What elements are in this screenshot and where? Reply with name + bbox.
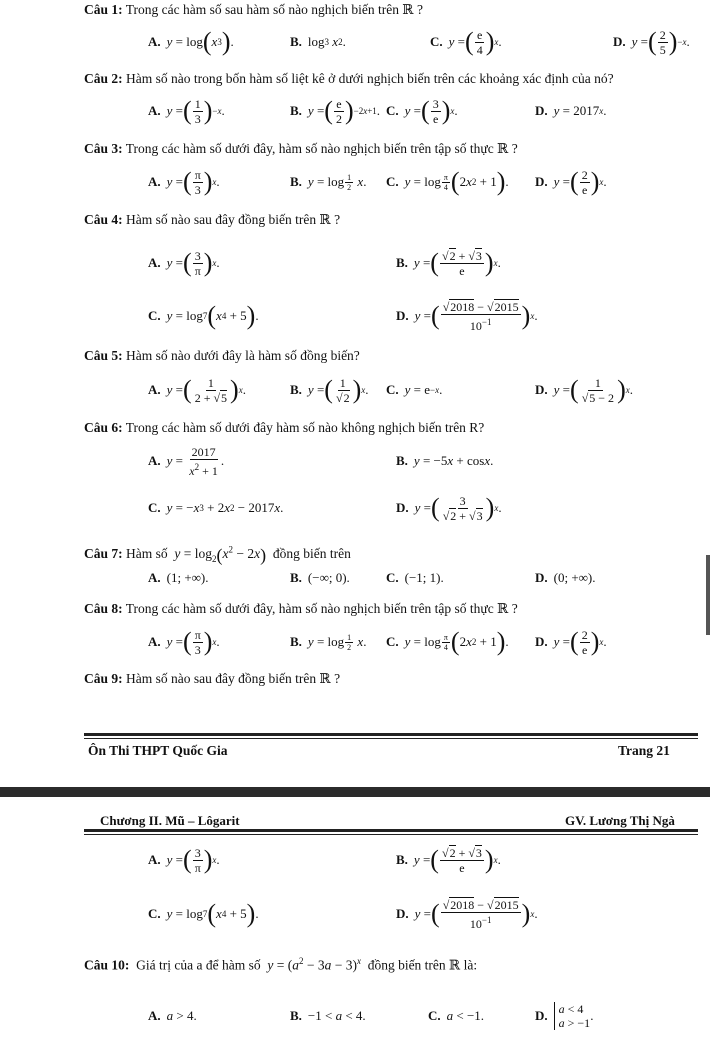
options-q6-row2: C. y = − x 3 + 2 x 2 − 2017 x . D. y = ( $\frac{3}{√2 + √3}$ ) x . (148, 493, 502, 523)
options-q10: A. a > 4. B. −1 < a < 4. C. a < −1. D. a < 4 a > −1 . (148, 1002, 594, 1030)
options-q1 (148, 22, 708, 62)
question-10: Câu 10: Giá trị của a để hàm số $y = (a^2 - 3a - 3)^x$ đồng biến trên ℝ là: (84, 956, 478, 973)
options-q3: A. y = ( $\frac{\pi}{3}$ ) x . B. y = log $\frac{1}{2}$ x . C. y = log $\frac{\pi}{4}$ ( 2 x 2 + 1 ) . D. y = ( $\frac{2}{e}$ ) x . (148, 167, 607, 197)
question-5: Câu 5: Hàm số nào dưới đây là hàm số đồng biến? (84, 348, 360, 363)
options-q5: A. y = ( $\frac{1}{2 + √5}$ ) x . B. y = ( $\frac{1}{√2}$ ) x . C. y = e −x . D. y = ( $\frac{1}{√5 - 2}$ ) x . (148, 375, 633, 405)
header-rule-thin (84, 834, 698, 835)
options-q6-row1: A. y = $\frac{2017}{x^2 + 1}$ . B. y = −5 x + cos x . (148, 444, 494, 478)
option-a: A. y = log ( x 3 ) . (148, 27, 234, 56)
footer-rule-thin (84, 738, 698, 739)
question-4: Câu 4: Hàm số nào sau đây đồng biến trên ℝ ? (84, 212, 341, 227)
question-9: Câu 9: Hàm số nào sau đây đồng biến trên ℝ ? (84, 671, 341, 686)
options-q7: A. (1; +∞). B. (−∞; 0). C. (−1; 1). D. (0; +∞). (148, 570, 596, 585)
question-3: Câu 3: Trong các hàm số dưới đây, hàm số nào nghịch biến trên tập số thực ℝ ? (84, 141, 518, 156)
options-q4-row1: A. y = ( $\frac{3}{\pi}$ ) x . B. y = ( $\frac{√2 + √3}{e}$ ) x . (148, 248, 501, 278)
option-d: D. y = ( $\frac{2}{5}$ ) −x . (613, 27, 690, 57)
question-7: Câu 7: Hàm số $y = \log_2(x^2 - 2x)$ đồng biến trên (84, 544, 351, 565)
question-6: Câu 6: Trong các hàm số dưới đây hàm số nào không nghịch biến trên R? (84, 420, 485, 435)
header-chapter: Chương II. Mũ – Lôgarit (100, 813, 240, 828)
option-b: B. log 3 x 2 . (290, 34, 346, 49)
question-text: Trong các hàm số sau hàm số nào nghịch biến trên ℝ ? (125, 2, 423, 17)
footer-rule (84, 733, 698, 736)
header-rule (84, 829, 698, 832)
footer-page-number: Trang 21 (618, 743, 670, 758)
scrollbar-thumb[interactable] (706, 555, 710, 635)
options-q2: A. y = ( $\frac{1}{3}$ ) −x . B. y = ( $\frac{e}{2}$ ) −2x+1 . C. y = ( $\frac{3}{e}$ ) x . D. y = 2017 x . (148, 96, 607, 126)
options-q9-row1: A. y = ( $\frac{3}{\pi}$ ) x . B. y = ( $\frac{√2 + √3}{e}$ ) x . (148, 845, 501, 875)
question-1 (84, 2, 694, 18)
option-c: C. y = ( $\frac{e}{4}$ ) x . (430, 27, 502, 57)
question-label: Câu 1: (84, 2, 123, 17)
question-2: Câu 2: Hàm số nào trong bốn hàm số liệt kê ở dưới nghịch biến trên các khoảng xác định của nó? (84, 71, 614, 86)
question-8: Câu 8: Trong các hàm số dưới đây, hàm số nào nghịch biến trên tập số thực ℝ ? (84, 601, 518, 616)
footer-left: Ôn Thi THPT Quốc Gia (88, 743, 228, 758)
header-author: GV. Lương Thị Ngà (565, 813, 675, 828)
options-q8: A. y = ( $\frac{\pi}{3}$ ) x . B. y = log $\frac{1}{2}$ x . C. y = log $\frac{\pi}{4}$ ( 2 x 2 + 1 ) . D. y = ( $\frac{2}{e}$ ) x . (148, 627, 607, 657)
page-break (0, 787, 710, 797)
options-q9-row2: C. y = log 7 ( x 4 + 5 ) . D. y = ( $\frac{√2018 - √2015}{10^{-1}}$ ) x . (148, 897, 538, 931)
options-q4-row2: C. y = log 7 ( x 4 + 5 ) . D. y = ( $\frac{√2018 - √2015}{10^{-1}}$ ) x . (148, 299, 538, 333)
